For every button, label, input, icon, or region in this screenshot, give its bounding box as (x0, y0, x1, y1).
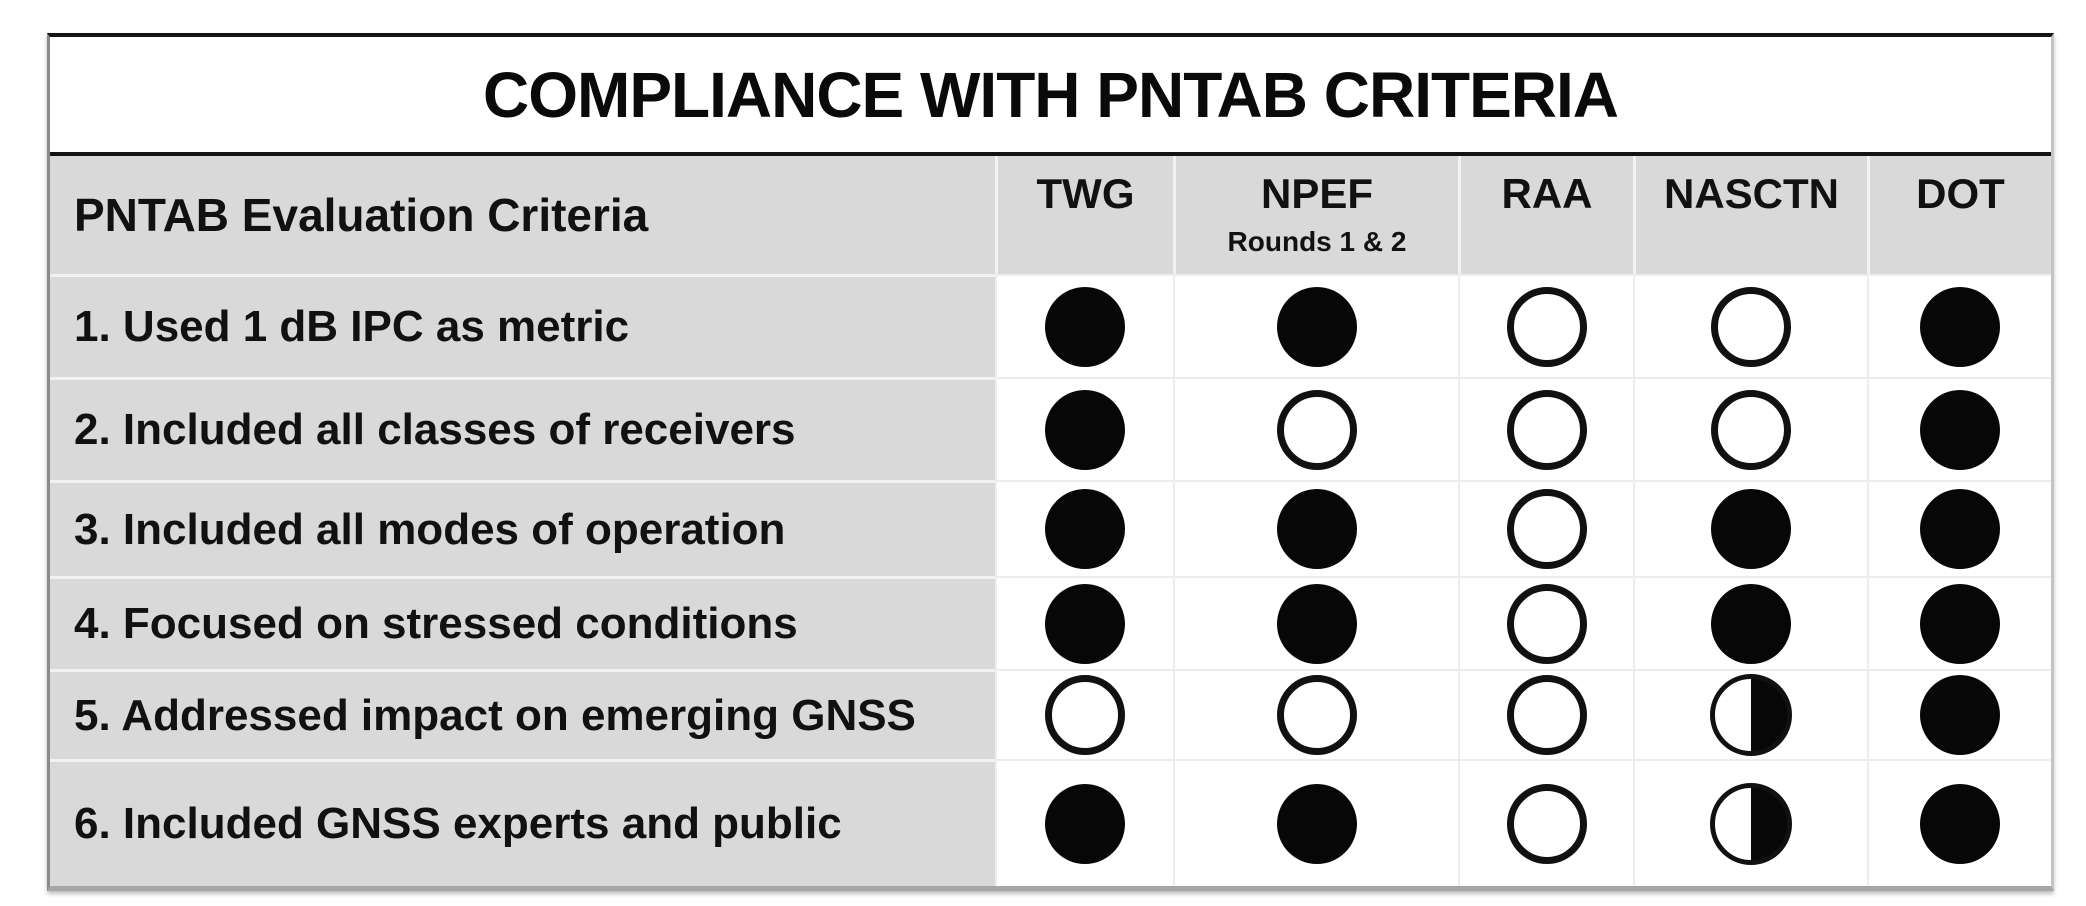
compliance-cell (1173, 669, 1458, 759)
compliance-cell (1458, 377, 1633, 480)
compliance-cell (1173, 480, 1458, 576)
harvey-ball-empty-icon (1507, 784, 1587, 864)
compliance-cell (1633, 669, 1867, 759)
column-header-twg (995, 156, 1173, 274)
column-header-npef (1173, 156, 1458, 274)
criteria-cell: 4. Focused on stressed conditions (50, 576, 995, 669)
harvey-ball-empty-icon (1045, 675, 1125, 755)
harvey-ball-filled-icon (1045, 784, 1125, 864)
harvey-ball-filled-icon (1920, 675, 2000, 755)
harvey-ball-empty-icon (1507, 584, 1587, 664)
compliance-grid (50, 156, 2051, 886)
table-title-band (50, 37, 2051, 156)
column-header-sublabel: Rounds 1 & 2 (1227, 226, 1407, 258)
compliance-cell (1633, 576, 1867, 669)
column-header-label: TWG (1036, 170, 1135, 217)
compliance-cell (1633, 759, 1867, 886)
compliance-cell (1173, 576, 1458, 669)
column-header-raa (1458, 156, 1633, 274)
harvey-ball-filled-icon (1711, 489, 1791, 569)
compliance-cell (1633, 377, 1867, 480)
compliance-cell (995, 274, 1173, 377)
harvey-ball-filled-icon (1045, 489, 1125, 569)
compliance-cell (1458, 274, 1633, 377)
harvey-ball-filled-icon (1920, 287, 2000, 367)
compliance-cell (1458, 759, 1633, 886)
harvey-ball-half-icon (1710, 783, 1792, 865)
compliance-cell (995, 669, 1173, 759)
harvey-ball-filled-icon (1277, 287, 1357, 367)
criteria-cell: 5. Addressed impact on emerging GNSS (50, 669, 995, 759)
harvey-ball-half-icon (1710, 674, 1792, 756)
column-header-nasctn (1633, 156, 1867, 274)
page-title: COMPLIANCE WITH PNTAB CRITERIA (483, 58, 1618, 131)
compliance-cell (1867, 274, 2051, 377)
compliance-cell (995, 759, 1173, 886)
harvey-ball-filled-icon (1045, 287, 1125, 367)
harvey-ball-filled-icon (1711, 584, 1791, 664)
criteria-cell: 6. Included GNSS experts and public (50, 759, 995, 886)
harvey-ball-filled-icon (1920, 390, 2000, 470)
compliance-cell (995, 377, 1173, 480)
compliance-cell (1867, 480, 2051, 576)
criteria-cell: 2. Included all classes of receivers (50, 377, 995, 480)
harvey-ball-filled-icon (1920, 784, 2000, 864)
criteria-cell: 1. Used 1 dB IPC as metric (50, 274, 995, 377)
compliance-cell (995, 576, 1173, 669)
compliance-cell (1173, 377, 1458, 480)
compliance-cell (1633, 274, 1867, 377)
compliance-cell (1633, 480, 1867, 576)
harvey-ball-empty-icon (1711, 390, 1791, 470)
harvey-ball-empty-icon (1277, 675, 1357, 755)
harvey-ball-empty-icon (1507, 489, 1587, 569)
compliance-cell (1867, 377, 2051, 480)
compliance-cell (1458, 669, 1633, 759)
column-header-label: NASCTN (1664, 170, 1839, 217)
compliance-table (47, 33, 2054, 891)
compliance-cell (995, 480, 1173, 576)
harvey-ball-filled-icon (1920, 584, 2000, 664)
compliance-cell (1458, 480, 1633, 576)
column-header-dot (1867, 156, 2051, 274)
harvey-ball-filled-icon (1920, 489, 2000, 569)
harvey-ball-empty-icon (1507, 675, 1587, 755)
harvey-ball-filled-icon (1277, 489, 1357, 569)
harvey-ball-empty-icon (1711, 287, 1791, 367)
compliance-cell (1173, 759, 1458, 886)
harvey-ball-filled-icon (1277, 584, 1357, 664)
compliance-cell (1867, 759, 2051, 886)
criteria-column-header: PNTAB Evaluation Criteria (50, 156, 995, 274)
compliance-cell (1458, 576, 1633, 669)
harvey-ball-filled-icon (1045, 390, 1125, 470)
criteria-cell: 3. Included all modes of operation (50, 480, 995, 576)
harvey-ball-filled-icon (1277, 784, 1357, 864)
column-header-label: RAA (1501, 170, 1593, 217)
compliance-cell (1867, 669, 2051, 759)
harvey-ball-empty-icon (1507, 287, 1587, 367)
harvey-ball-empty-icon (1277, 390, 1357, 470)
column-header-label: NPEF (1260, 170, 1373, 217)
harvey-ball-filled-icon (1045, 584, 1125, 664)
compliance-cell (1173, 274, 1458, 377)
column-header-label: DOT (1916, 170, 2005, 217)
harvey-ball-empty-icon (1507, 390, 1587, 470)
compliance-cell (1867, 576, 2051, 669)
